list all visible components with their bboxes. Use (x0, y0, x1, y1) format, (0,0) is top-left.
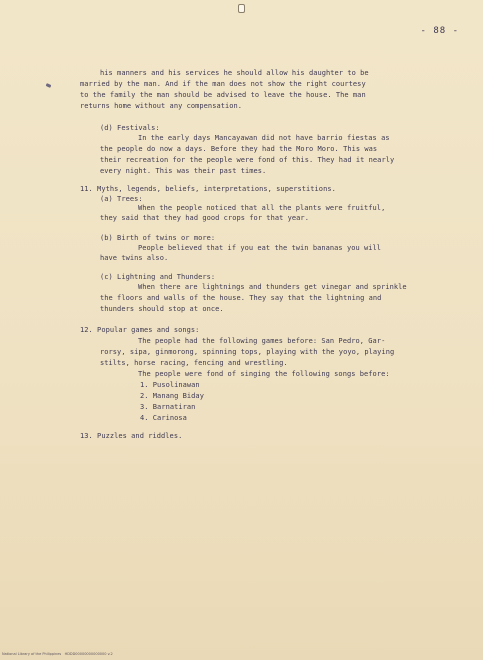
body-line: to the family the man should be advised to leave the house. The man (80, 91, 366, 99)
body-line: The people had the following games before: San Pedro, Gar- (138, 337, 386, 345)
body-line: the people do now a days. Before they had the Moro Moro. This was (100, 145, 378, 153)
body-line: every night. This was their past times. (100, 167, 267, 175)
body-line: thunders should stop at once. (100, 305, 224, 313)
body-line: The people were fond of singing the following songs before: (138, 370, 390, 378)
body-line: they said that they had good crops for that year. (100, 214, 309, 222)
body-line: married by the man. And if the man does not show the right courtesy (80, 80, 366, 88)
section-heading: (d) Festivals: (100, 124, 160, 132)
subsection-heading: (b) Birth of twins or more: (100, 234, 216, 242)
body-line: their recreation for the people were fond of this. They had it nearly (100, 156, 395, 164)
song-list-item: 2. Manang Biday (140, 392, 204, 400)
song-list-item: 4. Carinosa (140, 414, 187, 422)
body-line: In the early days Mancayawan did not have barrio fiestas as (138, 134, 390, 142)
body-line: have twins also. (100, 254, 169, 262)
subsection-heading: (a) Trees: (100, 195, 143, 203)
margin-mark (46, 83, 52, 88)
footer-credit: National Library of the Philippines HDDD00000000000000 v.2 (2, 652, 113, 656)
section-heading: 11. Myths, legends, beliefs, interpretations, superstitions. (80, 185, 336, 193)
body-line: his manners and his services he should allow his daughter to be (100, 69, 369, 77)
punch-hole (238, 4, 245, 13)
body-line: the floors and walls of the house. They say that the lightning and (100, 294, 382, 302)
song-list-item: 3. Barnatiran (140, 403, 196, 411)
subsection-heading: (c) Lightning and Thunders: (100, 273, 216, 281)
body-line: rorsy, sipa, ginmorong, spinning tops, playing with the yoyo, playing (100, 348, 395, 356)
body-line: When the people noticed that all the plants were fruitful, (138, 204, 386, 212)
body-line: When there are lightnings and thunders get vinegar and sprinkle (138, 283, 407, 291)
body-line: returns home without any compensation. (80, 102, 243, 110)
body-line: stilts, horse racing, fencing and wrestling. (100, 359, 288, 367)
body-line: People believed that if you eat the twin bananas you will (138, 244, 382, 252)
page-number: - 88 - (420, 26, 459, 36)
section-heading: 13. Puzzles and riddles. (80, 432, 183, 440)
section-heading: 12. Popular games and songs: (80, 326, 200, 334)
song-list-item: 1. Pusolinawan (140, 381, 200, 389)
